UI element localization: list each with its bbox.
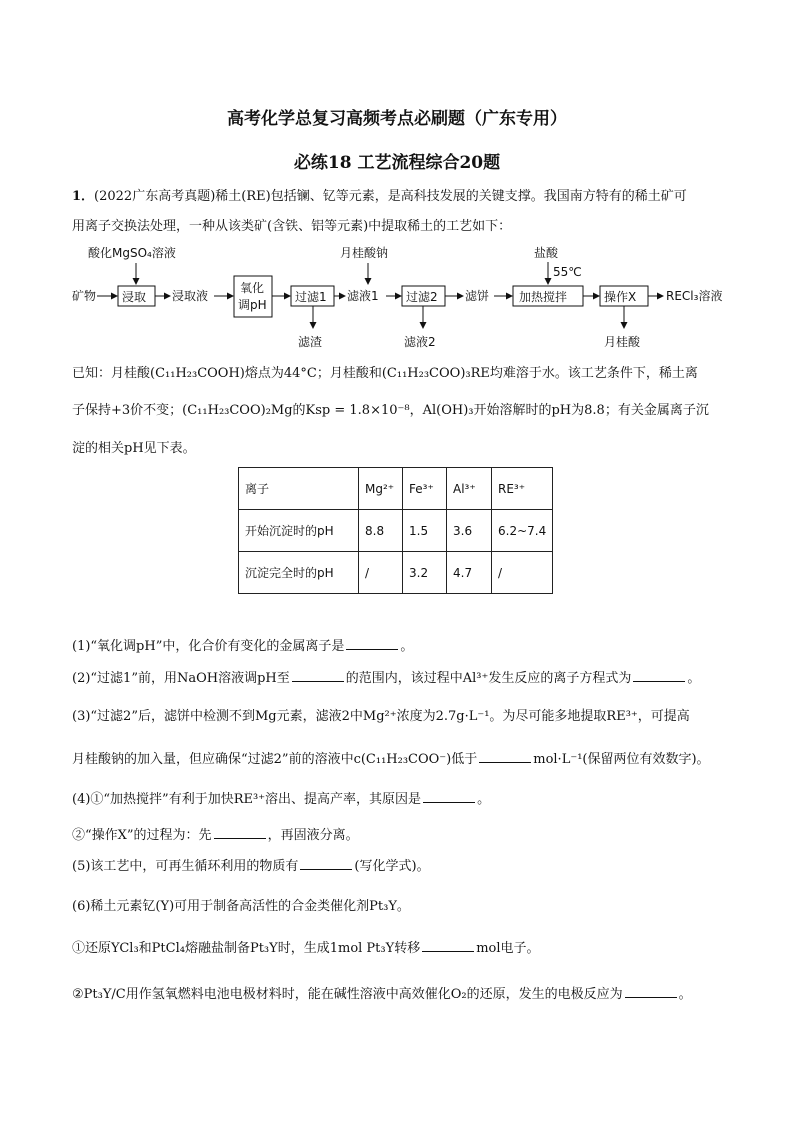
table-header-cell: 离子	[239, 468, 359, 510]
known-line-2: 子保持+3价不变；(C₁₁H₂₃COO)₂Mg的Ksp = 1.8×10⁻⁸，Al(OH)₃开始溶解时的pH为8.8；有关金属离子沉	[72, 403, 709, 418]
table-row	[239, 552, 553, 594]
subquestion-text: (2)“过滤1”前，用NaOH溶液调pH至	[72, 671, 290, 686]
step-heat-stir-label: 加热搅拌	[519, 290, 568, 304]
ore-label: 矿物	[72, 289, 97, 303]
table-cell: 沉淀完全时的pH	[239, 552, 359, 594]
known-line-3: 淀的相关pH见下表。	[72, 441, 196, 456]
step-filter-2-label: 过滤2	[406, 290, 438, 304]
question-source: (2022广东高考真题)	[94, 189, 216, 204]
reagent-hydrochloric-acid: 盐酸	[534, 246, 559, 260]
subquestion-text: ②Pt₃Y/C用作氢氧燃料电池电极材料时，能在碱性溶液中高效催化O₂的还原，发生的电极反应为	[72, 987, 623, 1002]
temperature-label: 55℃	[553, 265, 582, 279]
page-title: 高考化学总复习高频考点必刷题（广东专用）	[227, 109, 567, 129]
answer-blank[interactable]	[346, 637, 398, 650]
table-cell: /	[359, 552, 403, 594]
answer-blank[interactable]	[214, 826, 266, 839]
subquestion-text: (写化学式)。	[354, 859, 430, 874]
subquestion-text: 。	[400, 639, 414, 654]
subquestion-text: 。	[687, 671, 701, 686]
table-cell: 4.7	[447, 552, 492, 594]
reagent-sodium-laurate: 月桂酸钠	[340, 246, 389, 260]
step-oxidize-label: 氧化	[240, 281, 265, 295]
table-cell: 1.5	[403, 510, 447, 552]
table-header-row	[239, 468, 553, 510]
table-header-cell: Al³⁺	[447, 468, 492, 510]
subquestion-4-line-1	[72, 790, 490, 809]
subquestion-6-part-2	[72, 985, 692, 1004]
question-intro-text: 稀土(RE)包括镧、钇等元素，是高科技发展的关键支撑。我国南方特有的稀土矿可	[215, 189, 687, 204]
subquestion-1	[72, 637, 413, 656]
answer-blank[interactable]	[300, 857, 352, 870]
subquestion-text: 。	[678, 987, 692, 1002]
table-header-cell: Mg²⁺	[359, 468, 403, 510]
answer-blank[interactable]	[292, 669, 344, 682]
table-cell: 3.6	[447, 510, 492, 552]
subquestion-text: (3)“过滤2”后，滤饼中检测不到Mg元素，滤液2中Mg²⁺浓度为2.7g·L⁻¹。为尽可能多地提取RE³⁺，可提高	[72, 709, 690, 724]
answer-blank[interactable]	[633, 669, 685, 682]
subquestion-text: mol电子。	[476, 941, 540, 956]
reagent-acidified-mgso4: 酸化MgSO₄溶液	[88, 246, 176, 260]
subquestion-6-part-1	[72, 939, 540, 958]
page-subtitle: 必练18 工艺流程综合20题	[293, 153, 501, 173]
product-recl3-label: RECl₃溶液	[666, 289, 723, 303]
subquestion-text: mol·L⁻¹(保留两位有效数字)。	[533, 752, 710, 767]
table-cell: /	[492, 552, 553, 594]
subquestion-text: ②“操作X”的过程为：先	[72, 828, 212, 843]
question-number: 1．	[72, 189, 95, 204]
known-line-1: 已知：月桂酸(C₁₁H₂₃COOH)熔点为44°C；月桂酸和(C₁₁H₂₃COO)₃RE均难溶于水。该工艺条件下，稀土离	[72, 366, 698, 381]
subquestion-text: ①还原YCl₃和PtCl₄熔融盐制备Pt₃Y时，生成1mol Pt₃Y转移	[72, 941, 421, 956]
step-operation-x-label: 操作X	[604, 290, 637, 304]
subquestion-text: 的范围内，该过程中Al³⁺发生反应的离子方程式为	[345, 671, 632, 686]
answer-blank[interactable]	[422, 939, 474, 952]
table-header-cell: Fe³⁺	[403, 468, 447, 510]
question-intro-line-2: 用离子交换法处理，一种从该类矿(含铁、铝等元素)中提取稀土的工艺如下：	[72, 219, 512, 234]
subquestion-text: (5)该工艺中，可再生循环利用的物质有	[72, 859, 299, 874]
table-cell: 6.2~7.4	[492, 510, 553, 552]
table-cell: 8.8	[359, 510, 403, 552]
subquestion-text: 月桂酸钠的加入量，但应确保“过滤2”前的溶液中c(C₁₁H₂₃COO⁻)低于	[72, 752, 478, 767]
process-flow-diagram	[0, 0, 794, 360]
subquestion-6	[72, 898, 410, 916]
subquestion-5	[72, 857, 430, 876]
subquestion-text: (6)稀土元素钇(Y)可用于制备高活性的合金类催化剂Pt₃Y。	[72, 899, 410, 914]
subquestion-text: ，再固液分离。	[267, 828, 359, 843]
filtrate-2-label: 滤液2	[404, 335, 436, 349]
table-header-cell: RE³⁺	[492, 468, 553, 510]
table-row	[239, 510, 553, 552]
answer-blank[interactable]	[423, 790, 475, 803]
step-filter-1-label: 过滤1	[295, 290, 327, 304]
subquestion-text: (4)①“加热搅拌”有利于加快RE³⁺溶出、提高产率，其原因是	[72, 792, 422, 807]
subquestion-4-line-2	[72, 826, 359, 845]
subquestion-text: (1)“氧化调pH”中，化合价有变化的金属离子是	[72, 639, 345, 654]
step-adjust-ph-label: 调pH	[238, 298, 267, 312]
filtrate-1-label: 滤液1	[347, 289, 379, 303]
filter-cake-label: 滤饼	[465, 289, 490, 303]
table-cell: 3.2	[403, 552, 447, 594]
lauric-acid-output-label: 月桂酸	[604, 335, 641, 349]
residue-label: 滤渣	[298, 335, 323, 349]
subquestion-2	[72, 669, 700, 688]
subquestion-3-line-1	[72, 708, 690, 726]
table-cell: 开始沉淀时的pH	[239, 510, 359, 552]
leach-liquid-label: 浸取液	[172, 289, 209, 303]
metal-ion-ph-table	[238, 467, 553, 594]
subquestion-text: 。	[477, 792, 491, 807]
step-leach-label: 浸取	[122, 290, 147, 304]
subquestion-3-line-2	[72, 750, 710, 769]
answer-blank[interactable]	[625, 985, 677, 998]
answer-blank[interactable]	[479, 750, 531, 763]
